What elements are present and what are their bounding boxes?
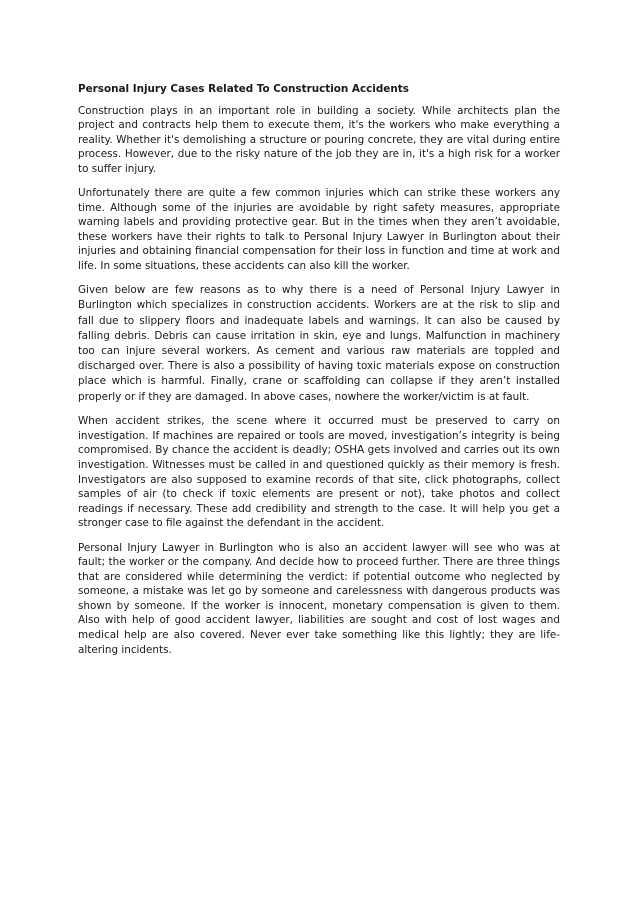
paragraph-4: When accident strikes, the scene where it occurred must be preserved to carry on investigation. If machines are repaired or tools are moved, investigation’s integrity is being compromised. By chance the accident is deadly; OSHA gets involved and carries out its own investigation. Witnesses must be called in and questioned quickly as their memory is fresh. Investigators are also supposed to examine records of that site, click photographs, collect samples of air (to check if toxic elements are present or not), take photos and collect readings if necessary. These add credibility and strength to the case. It will help you get a stronger case to file against the defendant in the accident. bbox=[78, 415, 560, 530]
paragraph-3: Given below are few reasons as to why there is a need of Personal Injury Lawyer in Burlington which specializes in construction accidents. Workers are at the risk to slip and fall due to slippery floors and inadequate labels and warnings. It can also be caused by falling debris. Debris can cause irritation in skin, eye and lungs. Malfunction in machinery too can injure several workers. As cement and various raw materials are toppled and discharged over. There is also a possibility of having toxic materials expose on construction place which is harmful. Finally, crane or scaffolding can collapse if they aren’t installed properly or if they are damaged. In above cases, nowhere the worker/victim is at fault. bbox=[78, 284, 560, 403]
paragraph-1: Construction plays in an important role in building a society. While architects plan the project and contracts help them to execute them, it's the workers who make everything a reality. Whether it's demolishing a structure or pouring concrete, they are vital during entire process. However, due to the risky nature of the job they are in, it's a high risk for a worker to suffer injury. bbox=[78, 104, 560, 175]
document-title: Personal Injury Cases Related To Construction Accidents bbox=[78, 83, 409, 95]
paragraph-5: Personal Injury Lawyer in Burlington who is also an accident lawyer will see who was at fault; the worker or the company. And decide how to proceed further. There are three things that are considered while determining the verdict: if potential outcome who neglected by someone, a mistake was let go by someone and carelessness with dangerous products was shown by someone. If the worker is innocent, monetary compensation is given to them. Also with help of good accident lawyer, liabilities are sought and cost of lost wages and medical help are also covered. Never ever take something like this lightly; they are life-altering incidents. bbox=[78, 541, 560, 656]
document-page bbox=[78, 82, 560, 667]
paragraph-2: Unfortunately there are quite a few common injuries which can strike these workers any time. Although some of the injuries are avoidable by right safety measures, appropriate warning labels and providing protective gear. But in the times when they aren’t avoidable, these workers have their rights to talk to Personal Injury Lawyer in Burlington about their injuries and obtaining financial compensation for their loss in function and time at work and life. In some situations, these accidents can also kill the worker. bbox=[78, 187, 560, 273]
